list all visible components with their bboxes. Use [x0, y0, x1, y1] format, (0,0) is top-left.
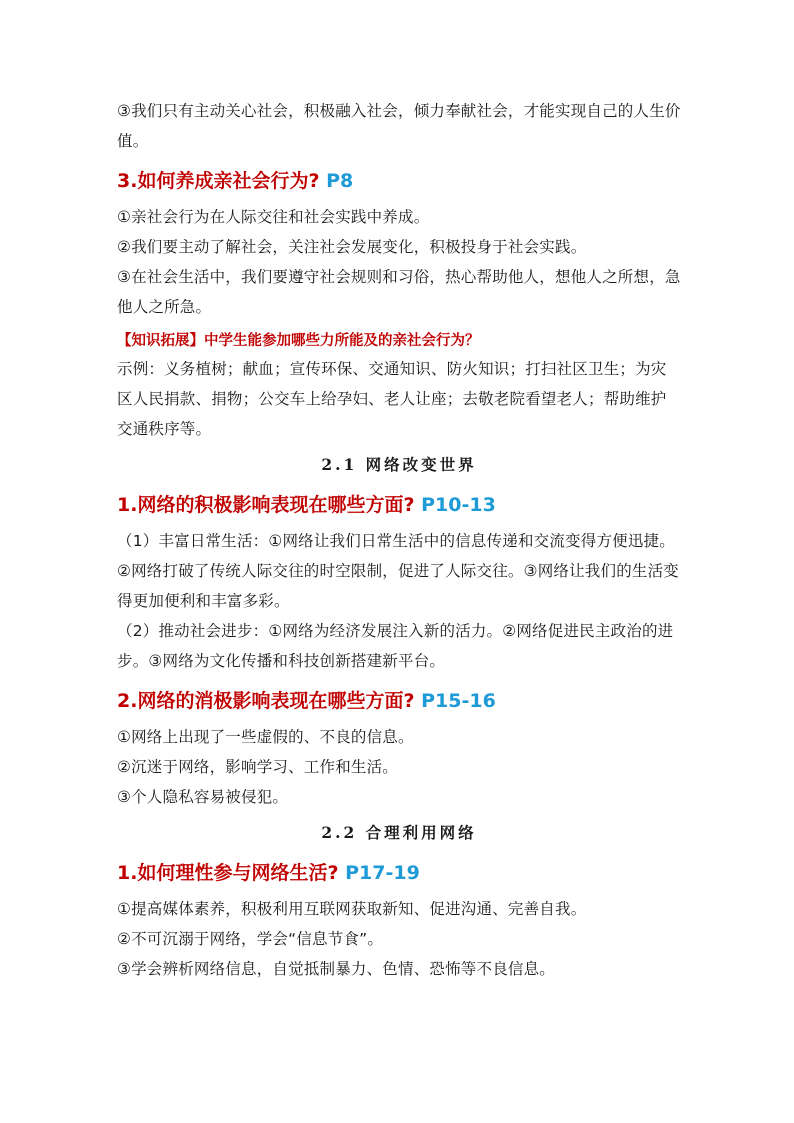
question-heading-prosocial [117, 164, 681, 198]
page-reference: P17-19 [345, 862, 420, 884]
question-title: 1.如何理性参与网络生活? [117, 862, 339, 884]
page-reference: P15-16 [421, 690, 496, 712]
list-item: ①亲社会行为在人际交往和社会实践中养成。 [117, 208, 430, 226]
section-title-2-1: 2.1 网络改变世界 [321, 455, 477, 474]
question-title: 3.如何养成亲社会行为? [117, 170, 320, 192]
question-heading-positive-effects [117, 488, 681, 522]
paragraph-social-value: ③我们只有主动关心社会，积极融入社会，倾力奉献社会，才能实现自己的人生价值。 [117, 102, 681, 150]
list-item: ③学会辨析网络信息，自觉抵制暴力、色情、恐怖等不良信息。 [117, 960, 555, 978]
page-reference: P10-13 [421, 494, 496, 516]
page-reference: P8 [326, 170, 354, 192]
knowledge-extension-title: 【知识拓展】中学生能参加哪些力所能及的亲社会行为？ [117, 333, 480, 349]
list-item: ③个人隐私容易被侵犯。 [117, 788, 289, 806]
question-heading-rational-participation [117, 856, 681, 890]
list-item: ①网络上出现了一些虚假的、不良的信息。 [117, 728, 414, 746]
question-title: 1.网络的积极影响表现在哪些方面? [117, 494, 415, 516]
list-item: ③在社会生活中，我们要遵守社会规则和习俗，热心帮助他人，想他人之所想，急他人之所急。 [117, 268, 681, 316]
question-heading-negative-effects [117, 684, 681, 718]
list-item: ②我们要主动了解社会，关注社会发展变化，积极投身于社会实践。 [117, 238, 587, 256]
section-title-2-2: 2.2 合理利用网络 [321, 823, 477, 842]
paragraph-social-progress: （2）推动社会进步：①网络为经济发展注入新的活力。②网络促进民主政治的进步。③网络为文化传播和科技创新搭建新平台。 [117, 622, 674, 670]
knowledge-extension-body: 示例：义务植树；献血；宣传环保、交通知识、防火知识；打扫社区卫生；为灾区人民捐款、捐物；公交车上给孕妇、老人让座；去敬老院看望老人；帮助维护交通秩序等。 [117, 360, 667, 438]
question-title: 2.网络的消极影响表现在哪些方面? [117, 690, 415, 712]
paragraph-daily-life: （1）丰富日常生活：①网络让我们日常生活中的信息传递和交流变得方便迅捷。②网络打破了传统人际交往的时空限制，促进了人际交往。③网络让我们的生活变得更加便利和丰富多彩。 [117, 532, 679, 610]
list-item: ②不可沉溺于网络，学会“信息节食”。 [117, 930, 384, 948]
list-item: ②沉迷于网络，影响学习、工作和生活。 [117, 758, 398, 776]
document-page [117, 96, 681, 984]
list-item: ①提高媒体素养，积极利用互联网获取新知、促进沟通、完善自我。 [117, 900, 587, 918]
